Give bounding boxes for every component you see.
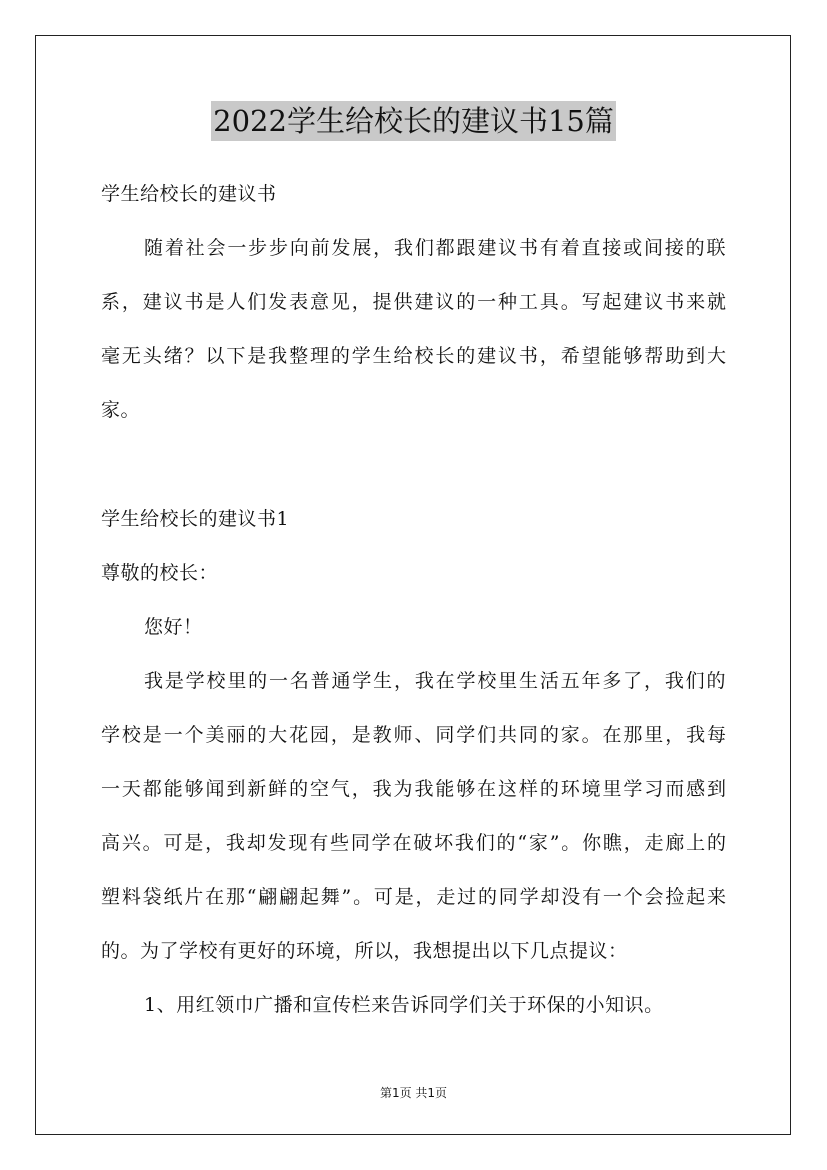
intro-heading: 学生给校长的建议书 — [101, 183, 277, 205]
body-line-3: 一天都能够闻到新鲜的空气，我为我能够在这样的环境里学习而感到 — [101, 778, 726, 800]
salutation: 尊敬的校长： — [101, 562, 219, 584]
section-heading: 学生给校长的建议书1 — [101, 508, 290, 530]
greeting: 您好！ — [144, 616, 203, 638]
intro-line-4: 家。 — [101, 399, 141, 421]
intro-line-3: 毫无头绪？以下是我整理的学生给校长的建议书，希望能够帮助到大 — [101, 345, 726, 367]
page-footer: 第1页 共1页 — [379, 1086, 448, 1100]
suggestion-1: 1、用红领巾广播和宣传栏来告诉同学们关于环保的小知识。 — [144, 994, 664, 1016]
intro-line-2: 系，建议书是人们发表意见，提供建议的一种工具。写起建议书来就 — [101, 291, 726, 313]
document-title: 2022学生给校长的建议书15篇 — [211, 101, 616, 141]
body-line-4: 高兴。可是，我却发现有些同学在破坏我们的“家”。你瞧，走廊上的 — [101, 832, 726, 854]
body-line-6: 的。为了学校有更好的环境，所以，我想提出以下几点提议： — [101, 940, 628, 962]
body-line-5: 塑料袋纸片在那“翩翩起舞”。可是，走过的同学却没有一个会捡起来 — [101, 886, 726, 908]
body-line-2: 学校是一个美丽的大花园，是教师、同学们共同的家。在那里，我每 — [101, 724, 726, 746]
intro-line-1: 随着社会一步步向前发展，我们都跟建议书有着直接或间接的联 — [144, 237, 726, 259]
body-line-1: 我是学校里的一名普通学生，我在学校里生活五年多了，我们的 — [144, 670, 726, 692]
title-container — [0, 101, 827, 141]
